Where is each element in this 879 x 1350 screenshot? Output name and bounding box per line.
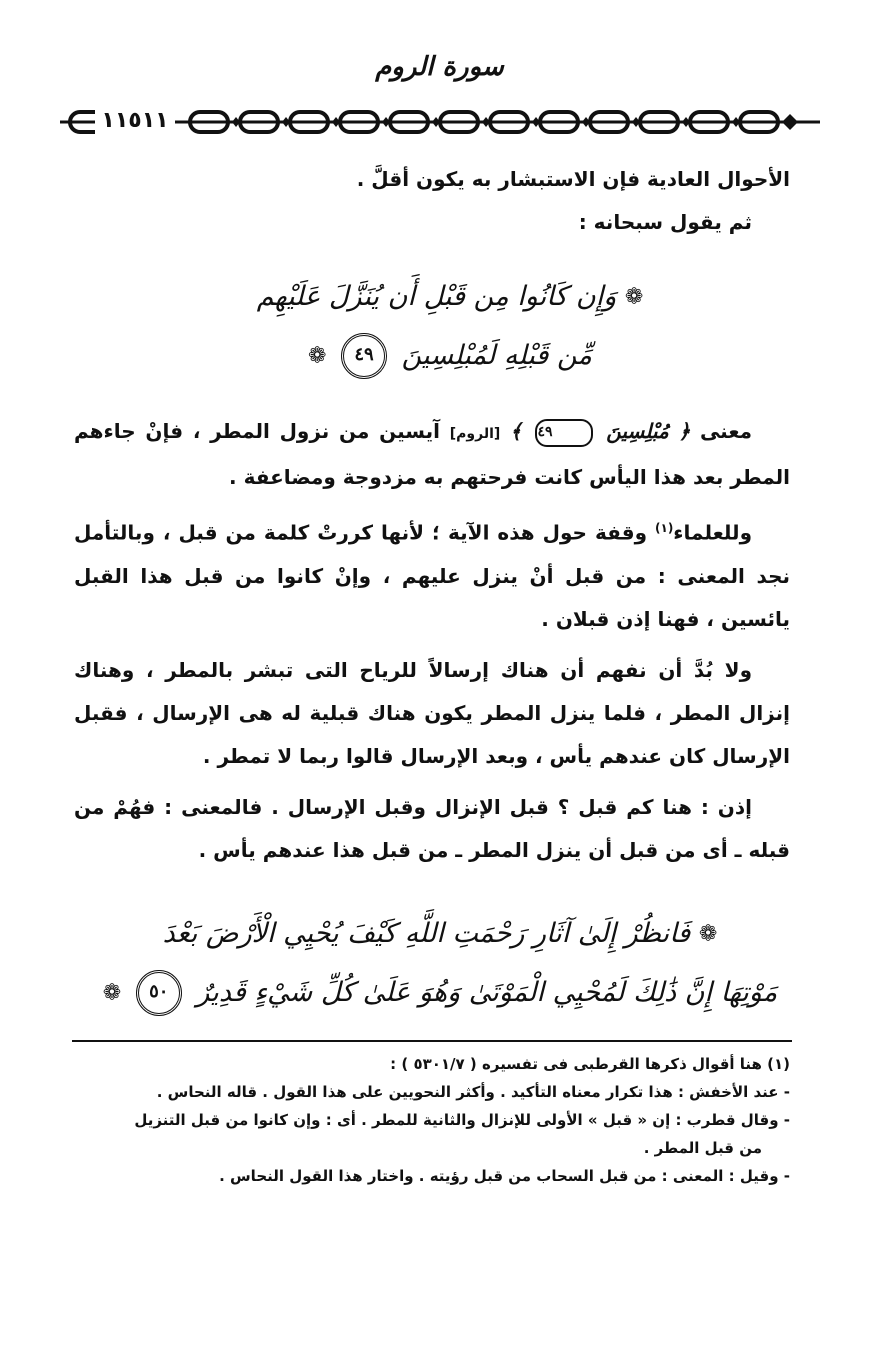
surah-reference: [الروم] xyxy=(449,426,501,442)
inline-verse-text: مُبْلِسِينَ xyxy=(606,419,669,443)
footnote-marker: (١) xyxy=(655,521,674,535)
paragraph-4 xyxy=(74,507,790,641)
verse-50-text-2: مَوْتِهَا إِنَّ ذَٰلِكَ لَمُحْيِي الْمَوْتَىٰ وَهُوَ عَلَىٰ كُلِّ شَيْءٍ قَدِيرٌ xyxy=(196,976,778,1008)
verse-50 xyxy=(90,905,790,1022)
paragraph-3-rest: آيسين من نزول المطر ، فإنْ جاءهم المطر بعد هذا اليأس كانت فرحتهم به مزدوجة ومضاعفة . xyxy=(74,419,790,489)
footnote-item-3: - وقيل : المعنى : من قبل السحاب من قبل رؤيته . واختار هذا القول النحاس . xyxy=(219,1167,790,1185)
footnote-divider xyxy=(72,1040,792,1042)
paragraph-5: ولا بُدَّ أن نفهم أن هناك إرسالاً للرياح التى تبشر بالمطر ، وهناك إنزال المطر ، فلما ينزل المطر يكون هناك قبلية له هى الإرسال ، فقبل الإرسال كان عندهم يأس ، وبعد الإرسال قالوا ربما لا تمطر . xyxy=(74,657,790,768)
surah-title: سورة الروم xyxy=(375,52,504,82)
paragraph-4-rest: وقفة حول هذه الآية ؛ لأنها كررتْ كلمة من قبل ، وبالتأمل نجد المعنى : من قبل أنْ ينزل عليهم ، وإنْ كانوا من قبل هذا القبل يائسين ، فهنا إذن قبلان . xyxy=(74,520,790,631)
main-text-middle xyxy=(74,410,790,872)
verse-50-line-1 xyxy=(90,905,790,964)
verse-49-line-2 xyxy=(110,327,790,386)
page-number: ١١٥١١ xyxy=(95,106,175,136)
inline-verse-number: ٤٩ xyxy=(535,419,592,447)
verse-50-line-2 xyxy=(90,964,790,1023)
footnotes xyxy=(110,1050,790,1190)
paragraph-2: ثم يقول سبحانه : xyxy=(578,210,752,234)
footnote-item-2: - وقال قطرب : إن « قبل » الأولى للإنزال والثانية للمطر . أى : وإن كانوا من قبل التنزيل xyxy=(134,1111,790,1129)
paragraph-4-start: وللعلماء xyxy=(673,520,752,545)
paragraph-3-lead: معنى xyxy=(699,419,753,443)
inline-verse-word: ﴿ مُبْلِسِينَ ٤٩ ﴾ xyxy=(510,419,690,443)
paragraph-1: الأحوال العادية فإن الاستبشار به يكون أقلَّ . xyxy=(356,167,790,191)
paragraph-3 xyxy=(74,410,790,499)
verse-49-text-2: مِّن قَبْلِهِ لَمُبْلِسِينَ xyxy=(401,339,592,371)
verse-49-text-1: وَإِن كَانُوا مِن قَبْلِ أَن يُنَزَّلَ عَلَيْهِم xyxy=(256,281,617,312)
verse-49 xyxy=(110,268,790,385)
verse-number-marker: ٥٠ xyxy=(136,970,182,1016)
verse-start-ornament-icon: ❁ xyxy=(624,284,644,310)
verse-number-marker: ٤٩ xyxy=(341,333,387,379)
paragraph-6: إذن : هنا كم قبل ؟ قبل الإنزال وقبل الإرسال . فالمعنى : فهُمْ من قبله ـ أى من قبل أن ينزل المطر ـ من قبل هذا عندهم يأس . xyxy=(74,794,790,862)
verse-50-text-1: فَانظُرْ إِلَىٰ آثَارِ رَحْمَتِ اللَّهِ كَيْفَ يُحْيِي الْأَرْضَ بَعْدَ xyxy=(162,918,691,949)
verse-49-line-1 xyxy=(110,268,790,327)
verse-end-ornament-icon: ❁ xyxy=(308,343,327,368)
verse-start-ornament-icon: ❁ xyxy=(698,921,718,947)
main-text-top xyxy=(74,158,790,244)
footnote-item-1: - عند الأخفش : هذا تكرار معناه التأكيد . وأكثر النحويين على هذا القول . قاله النحاس . xyxy=(156,1083,790,1101)
footnote-item-2-continued: من قبل المطر . xyxy=(643,1139,762,1157)
verse-end-ornament-icon: ❁ xyxy=(102,980,122,1005)
footnote-1-heading: (١) هنا أقوال ذكرها القرطبى فى تفسيره ( ٥٣٠١/٧ ) : xyxy=(390,1055,790,1073)
